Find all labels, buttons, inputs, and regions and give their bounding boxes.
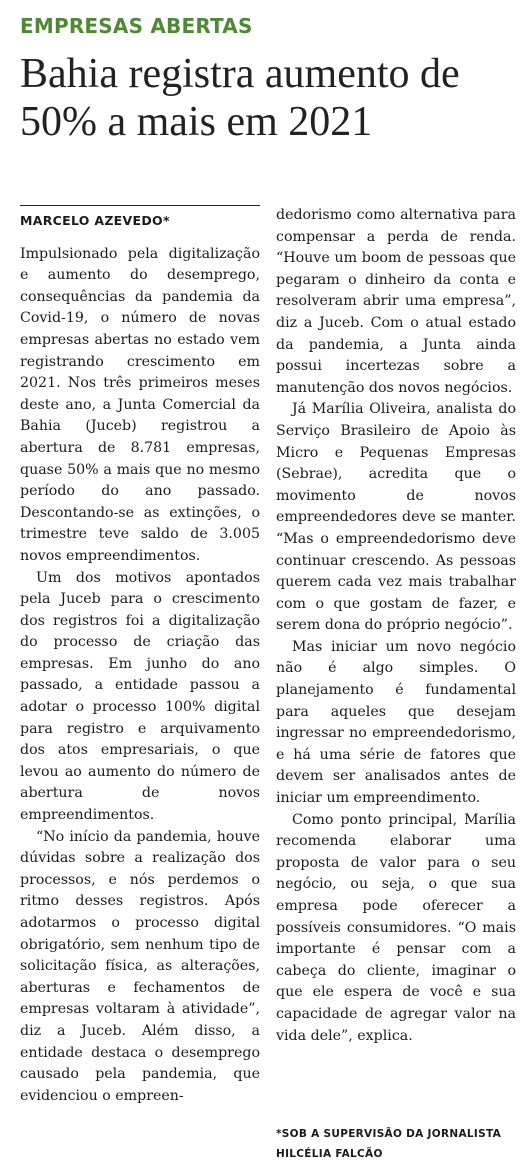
paragraph: Mas iniciar um novo negócio não é algo simples. O planejamento é fundamental para aqueles que desejam ingressar no empreendedorismo, e há uma série de fatores que devem ser analisados antes de iniciar um empreendimento.	[276, 638, 516, 807]
paragraph: Como ponto principal, Marília recomenda elaborar uma proposta de valor para o seu negócio, ou seja, o que sua empresa pode oferecer a possíveis consumidores. “O mais importante é pensar com a cabeça do cliente, imaginar o que ele espera de você e sua capacidade de agregar valor na vida dele”, explica.	[276, 811, 516, 1044]
paragraph: Já Marília Oliveira, analista do Serviço Brasileiro de Apoio às Micro e Pequenas Empresas (Sebrae), acredita que o movimento de novos empreendedores deve se manter. “Mas o empreendedorismo deve continuar crescendo. As pessoas querem cada vez mais trabalhar com o que gostam de fazer, e serem dona do próprio negócio”.	[276, 401, 516, 634]
article-column-1	[20, 205, 260, 1107]
headline: Bahia registra aumento de 50% a mais em 2021	[20, 51, 460, 145]
byline: MARCELO AZEVEDO*	[20, 213, 170, 228]
article-column-2	[276, 205, 516, 1047]
paragraph: Impulsionado pela digitalização e aumento do desemprego, consequências da pandemia da Covid-19, o número de novas empresas abertas no estado vem registrando crescimento em 2021. Nos três primeiros meses deste ano, a Junta Comercial da Bahia (Juceb) registrou a abertura de 8.781 empresas, quase 50% a mais que no mesmo período do ano passado. Descontando-se as extinções, o trimestre teve saldo de 3.005 novos empreendimentos.	[20, 245, 260, 564]
footnote: *SOB A SUPERVISÃO DA JORNALISTA HILCÉLIA FALCÃO	[276, 1128, 502, 1160]
byline-rule	[20, 205, 260, 206]
paragraph: “No início da pandemia, houve dúvidas sobre a realização dos processos, e nós perdemos o ritmo desses registros. Após adotarmos o processo digital obrigatório, sem nenhum tipo de solicitação física, as alterações, aberturas e fechamentos de empresas voltaram à atividade”, diz a Juceb. Além disso, a entidade destaca o desemprego causado pela pandemia, que evidenciou o empreen-	[20, 828, 260, 1104]
paragraph: dedorismo como alternativa para compensar a perda de renda. “Houve um boom de pessoas que pegaram o dinheiro da conta e resolveram abrir uma empresa”, diz a Juceb. Com o atual estado da pandemia, a Junta ainda possui incertezas sobre a manutenção dos novos negócios.	[276, 207, 516, 396]
section-label: EMPRESAS ABERTAS	[20, 14, 253, 38]
paragraph: Um dos motivos apontados pela Juceb para o crescimento dos registros foi a digitalização do processo de criação das empresas. Em junho do ano passado, a entidade passou a adotar o processo 100% digital para registro e arquivamento dos atos empresariais, o que levou ao aumento do número de abertura de novos empreendimentos.	[20, 569, 260, 824]
